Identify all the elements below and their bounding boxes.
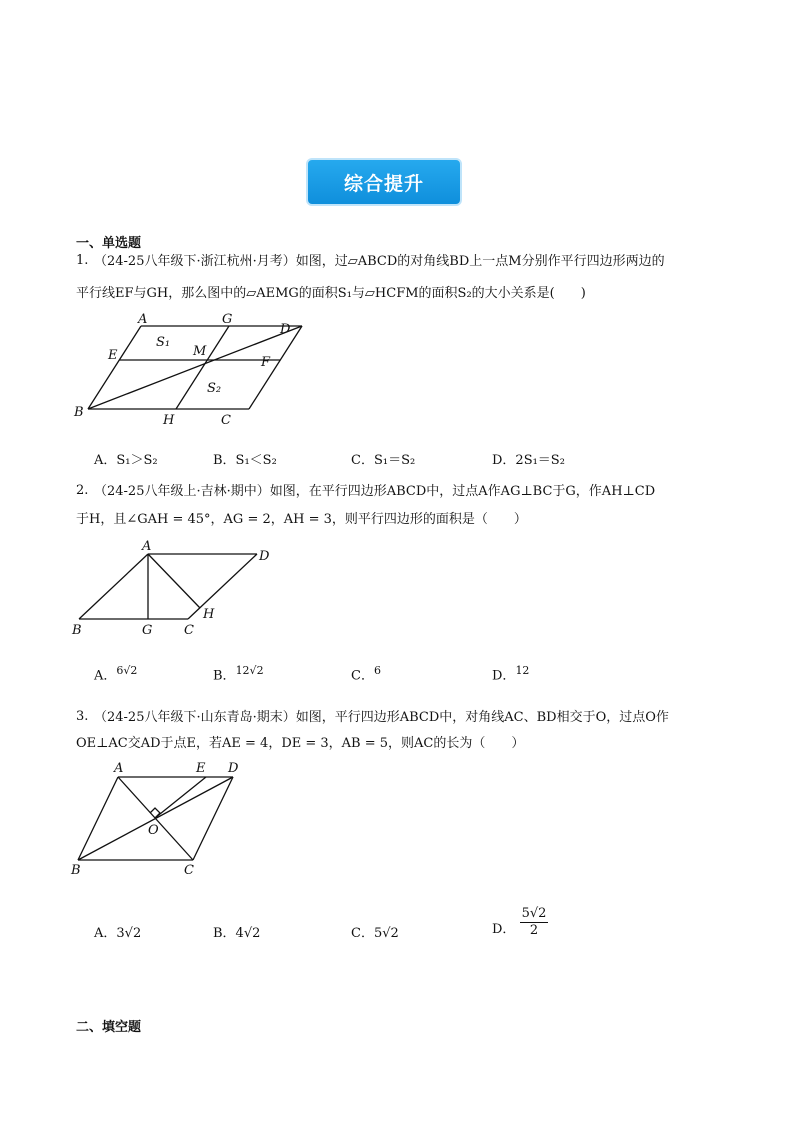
parallelogram-figure-q3 (70, 758, 270, 878)
question-text-line: OE⊥AC交AD于点E，若AE = 4，DE = 3，AB = 5，则AC的长为（ ） (76, 736, 525, 751)
parallelogram-figure-q1 (70, 308, 310, 428)
question-number: 3. (76, 709, 89, 724)
vertex-label: B (71, 863, 81, 878)
section-title-single-choice: 一、单选题 (76, 236, 142, 251)
vertex-label: M (193, 344, 207, 359)
option-b[interactable]: B．4√2 (213, 926, 261, 941)
vertex-label: O (148, 823, 159, 838)
vertex-label: A (142, 539, 152, 554)
option-value: 6 (373, 664, 381, 677)
fraction (520, 906, 549, 939)
option-b[interactable]: B．S₁＜S₂ (213, 453, 277, 468)
vertex-label: A (114, 761, 124, 776)
option-b[interactable]: B．$^{12√2}$ (213, 664, 264, 684)
option-value: 6√2 (116, 664, 138, 677)
vertex-label: C (221, 413, 231, 428)
option-value: 12 (515, 664, 530, 677)
option-a[interactable]: A．$^{6√2}$ (94, 664, 138, 684)
section-banner (306, 158, 462, 206)
vertex-label: F (261, 355, 271, 370)
vertex-label: E (196, 761, 206, 776)
area-label-s2: S₂ (207, 381, 222, 396)
vertex-label: B (74, 405, 84, 420)
question-number: 1. (76, 253, 89, 268)
vertex-label: G (222, 312, 233, 327)
banner-title: 综合提升 (343, 172, 424, 195)
vertex-label: C (184, 863, 194, 878)
option-a[interactable]: A．3√2 (94, 926, 142, 941)
vertex-label: C (184, 623, 194, 638)
option-d[interactable]: D．$^{12}$ (492, 664, 530, 684)
question-text-line: （24-25八年级上·吉林·期中）如图，在平行四边形ABCD中，过点A作AG⊥BC于G，作AH⊥CD (94, 484, 656, 499)
vertex-label: G (142, 623, 153, 638)
question-text-line: （24-25八年级下·浙江杭州·月考）如图，过▱ABCD的对角线BD上一点M分别作平行四边形两边的 (94, 254, 665, 269)
fraction-denominator: 2 (529, 923, 539, 938)
option-d[interactable]: D．2S₁＝S₂ (492, 453, 565, 468)
question-text-line: （24-25八年级下·山东青岛·期末）如图，平行四边形ABCD中，对角线AC、BD相交于O，过点O作 (94, 710, 669, 725)
vertex-label: E (108, 348, 118, 363)
vertex-label: D (259, 549, 270, 564)
fraction-numerator: 5√2 (521, 906, 547, 921)
section-title-fill-in: 二、填空题 (76, 1020, 142, 1035)
option-a[interactable]: A．S₁＞S₂ (94, 453, 158, 468)
vertex-label: D (280, 322, 291, 337)
vertex-label: A (138, 312, 148, 327)
option-c[interactable]: C．$^6$ (351, 664, 381, 684)
option-c[interactable]: C．5√2 (351, 926, 399, 941)
question-number: 2. (76, 483, 89, 498)
question-text-line: 平行线EF与GH，那么图中的▱AEMG的面积S₁与▱HCFM的面积S₂的大小关系是( ) (76, 286, 586, 301)
option-c[interactable]: C．S₁＝S₂ (351, 453, 416, 468)
option-d[interactable]: D． $\frac{5√2}{2}$ (492, 906, 547, 938)
vertex-label: B (72, 623, 82, 638)
vertex-label: D (228, 761, 239, 776)
option-value: 12√2 (235, 664, 264, 677)
vertex-label: H (203, 607, 215, 622)
parallelogram-figure-q2 (70, 540, 280, 640)
question-text-line: 于H，且∠GAH = 45°，AG = 2，AH = 3，则平行四边形的面积是（ ） (76, 512, 527, 527)
vertex-label: H (163, 413, 175, 428)
area-label-s1: S₁ (156, 335, 171, 350)
